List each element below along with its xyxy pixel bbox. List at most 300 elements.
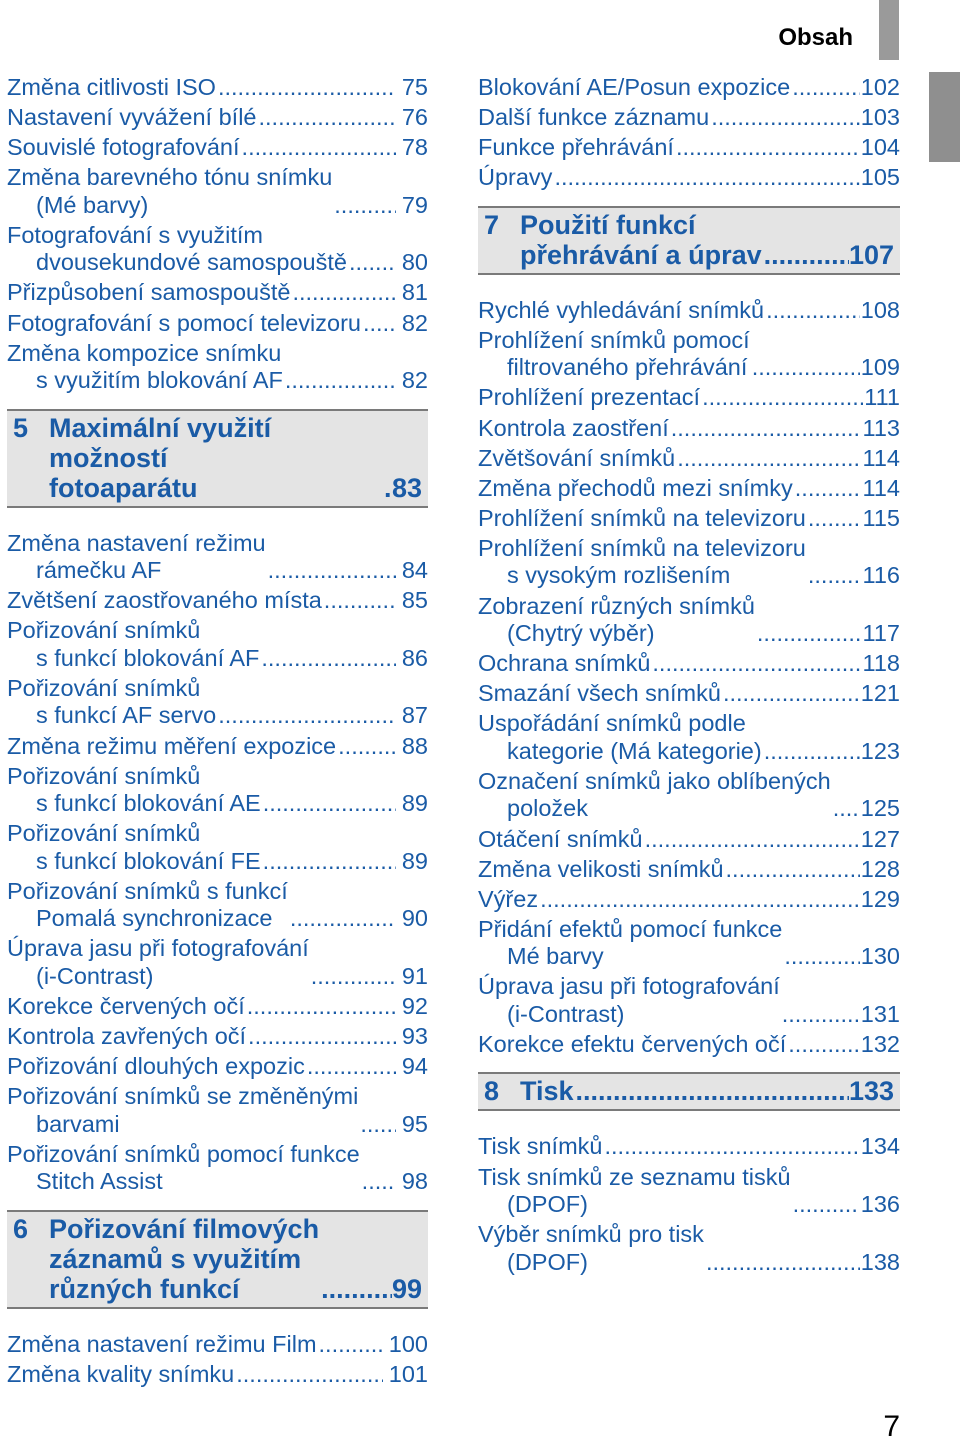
toc-entry-line: (i-Contrast) [507,1000,625,1027]
chapter-page-number: 107 [848,239,894,270]
leader-dots [321,1274,392,1304]
toc-page-number: 100 [388,1330,428,1357]
toc-page-number: 132 [860,1030,900,1057]
leader-dots [576,1076,849,1106]
toc-page-number: 104 [860,134,900,161]
leader-dots [808,505,862,533]
toc-entry-line: Zvětšení zaostřovaného místa [7,587,322,614]
toc-entry-line: Změna nastavení režimu [7,529,266,556]
toc-entry-line: Blokování AE/Posun expozice [478,74,791,100]
toc-entry-line: barvami [36,1110,120,1137]
page-number: 7 [883,1410,900,1443]
toc-page-number: 78 [401,134,428,161]
toc-page-number: 127 [860,825,900,852]
toc-entry[interactable] [7,74,428,102]
toc-entry-title [7,164,332,219]
toc-page-number: 116 [862,562,900,589]
leader-dots [319,1331,383,1359]
toc-entry-line: Tisk snímků [478,1133,603,1160]
toc-entry-line: Přidání efektů pomocí funkce [478,915,783,942]
chapter-title [520,210,762,270]
toc-page-number: 93 [401,1023,428,1050]
toc-entry[interactable] [7,878,428,933]
toc-page-number: 115 [862,504,900,531]
leader-dots [671,415,862,443]
toc-entry-title [7,733,336,761]
toc-entry-title [478,415,669,443]
leader-dots [263,790,396,818]
toc-entry-title [7,279,290,307]
toc-entry-line: rámečku AF [36,557,162,584]
leader-dots [726,856,860,884]
toc-entry-line: Pořizování snímků [7,762,201,789]
leader-dots [808,562,862,590]
toc-page-number: 87 [401,702,428,729]
toc-page-number: 85 [401,587,428,614]
toc-entry-line: Rychlé vyhledávání snímků [478,296,765,323]
toc-entry-title [478,973,780,1028]
toc-page-number: 118 [862,650,900,677]
toc-page-number: 84 [401,557,428,584]
leader-dots [290,905,396,933]
toc-entry-title [7,530,266,585]
toc-entry-line: Pořizování snímků se změněnými [7,1083,359,1110]
toc-entry-line: Korekce efektu červených očí [478,1030,787,1057]
chapter-title-line: různých funkcí [49,1273,240,1304]
toc-entry-line: Změna citlivosti ISO [7,74,216,100]
toc-column-right [478,74,900,1279]
leader-dots [261,645,395,673]
toc-entry-line: Změna velikosti snímků [478,855,724,882]
toc-page-number: 125 [860,795,900,822]
leader-dots [604,1133,859,1161]
toc-page-number: 102 [860,74,900,100]
toc-entry-title [478,1031,786,1059]
toc-page-number: 128 [860,855,900,882]
toc-entry[interactable] [7,1331,428,1359]
toc-entry-line: Tisk snímků ze seznamu tisků [478,1163,791,1190]
toc-page-number: 103 [860,104,900,131]
toc-entry-title [478,856,724,884]
toc-entry-title [7,310,361,338]
toc-page-number: 108 [860,296,900,323]
toc-page-number: 81 [401,279,428,306]
leader-dots [285,367,396,395]
toc-entry[interactable] [7,733,428,761]
toc-page-number: 95 [401,1110,428,1137]
leader-dots [752,354,860,382]
toc-entry[interactable] [478,650,900,678]
toc-entry-title [478,916,782,971]
toc-entry-line: Pořizování snímků s funkcí [7,877,288,904]
toc-entry-title [478,475,793,503]
leader-dots [360,1111,396,1139]
chapter-title-line: záznamů s využitím [49,1243,302,1274]
toc-entry-line: Fotografování s využitím [7,221,263,248]
toc-entry-title [7,1361,234,1389]
leader-dots [247,993,396,1021]
toc-page-number: 80 [401,249,428,276]
section-tab-marker [879,0,899,60]
toc-entry[interactable] [7,617,428,672]
toc-entry[interactable] [7,935,428,990]
toc-entry[interactable] [478,164,900,192]
chapter-title [49,1214,319,1304]
toc-entry-line: Pořizování snímků [7,820,201,847]
toc-entry-title [478,886,538,914]
toc-page-number: 114 [862,444,900,471]
leader-dots [236,1361,383,1389]
toc-page-number: 136 [860,1191,900,1218]
toc-entry-line: Změna kvality snímku [7,1360,235,1387]
leader-dots [782,1001,860,1029]
toc-page-number: 121 [860,680,900,707]
toc-entry-line: Změna přechodů mezi snímky [478,474,793,501]
toc-entry-line: Stitch Assist [36,1168,163,1195]
toc-entry[interactable] [478,74,900,102]
toc-entry-line: položek [507,795,588,822]
toc-entry-title [478,297,764,325]
toc-entry-line: Změna nastavení režimu Film [7,1330,317,1357]
leader-dots [292,279,395,307]
leader-dots [788,1031,860,1059]
toc-entry-line: (DPOF) [507,1248,588,1275]
toc-entry-line: Pořizování dlouhých expozic [7,1053,305,1080]
toc-entry-line: Ochrana snímků [478,650,651,677]
toc-entry-line: s funkcí blokování FE [36,847,261,874]
toc-page-number: 89 [401,847,428,874]
toc-entry[interactable] [478,1133,900,1161]
toc-page-number: 129 [860,885,900,912]
toc-entry[interactable] [7,530,428,585]
toc-entry[interactable] [7,820,428,875]
leader-dots [676,134,860,162]
chapter-title-line: Maximální využití možností [49,412,272,473]
toc-entry-title [478,1164,791,1219]
toc-entry-line: Změna barevného tónu snímku [7,164,333,191]
toc-page-number: 113 [862,414,900,441]
toc-page-number: 89 [401,790,428,817]
toc-entry-title [7,1331,317,1359]
leader-dots [218,702,396,730]
toc-page-number: 101 [388,1360,428,1387]
toc-entry[interactable] [7,675,428,730]
toc-entry-title [478,104,709,132]
toc-entry-line: Úprava jasu při fotografování [7,935,309,962]
toc-entry-line: (Chytrý výběr) [507,620,655,647]
leader-dots [723,680,860,708]
toc-entry[interactable] [478,916,900,971]
leader-dots [833,795,860,823]
chapter-page-number: 83 [391,472,422,503]
toc-page-number: 105 [860,164,900,191]
toc-page-number: 76 [401,104,428,131]
toc-entry[interactable] [7,104,428,132]
leader-dots [645,826,860,854]
toc-entry[interactable] [478,768,900,823]
toc-entry-title [478,505,806,533]
toc-column-left [7,74,428,1391]
toc-entry[interactable] [478,710,900,765]
toc-entry-title [7,74,216,102]
toc-entry-line: s funkcí blokování AF [36,644,260,671]
toc-entry-title [478,1133,602,1161]
toc-entry-line: Pořizování snímků [7,617,201,644]
toc-entry-title [7,878,288,933]
toc-entry-title [478,680,721,708]
toc-entry[interactable] [478,415,900,443]
toc-entry[interactable] [478,327,900,382]
toc-entry-line: Prohlížení prezentací [478,384,701,411]
toc-page-number: 88 [401,732,428,759]
toc-entry-title [7,1141,360,1196]
leader-dots [242,134,396,162]
toc-entry-line: Uspořádání snímků podle [478,710,746,737]
leader-dots [268,557,396,585]
toc-entry-title [478,445,675,473]
toc-entry-line: dvousekundové samospouště [36,249,347,276]
toc-page-number: 111 [864,384,900,411]
leader-dots [384,473,392,503]
leader-dots [349,249,396,277]
toc-entry-title [7,617,259,672]
toc-page-number: 79 [401,191,428,218]
toc-entry[interactable] [478,856,900,884]
leader-dots [793,1191,860,1219]
toc-entry[interactable] [478,1164,900,1219]
toc-entry[interactable] [478,505,900,533]
toc-page-number: 75 [401,74,428,100]
toc-entry[interactable] [478,384,900,412]
toc-entry[interactable] [478,475,900,503]
chapter-heading[interactable] [7,409,428,508]
toc-entry-title [478,650,650,678]
toc-page-number: 134 [860,1133,900,1160]
toc-page-number: 91 [401,962,428,989]
leader-dots [248,1023,396,1051]
leader-dots [263,848,396,876]
toc-entry-title [7,222,347,277]
toc-entry[interactable] [478,104,900,132]
leader-dots [784,943,859,971]
page-header-title: Obsah [778,24,853,51]
toc-entry-title [478,535,806,590]
toc-entry-title [478,1221,704,1276]
toc-entry[interactable] [7,279,428,307]
toc-page-number: 82 [401,309,428,336]
toc-entry[interactable] [478,445,900,473]
toc-page-number: 86 [401,644,428,671]
leader-dots [766,297,860,325]
toc-page-number: 90 [401,905,428,932]
toc-entry-line: Prohlížení snímků pomocí [478,326,750,353]
toc-entry[interactable] [7,1083,428,1138]
leader-dots [764,240,849,270]
toc-entry[interactable] [478,535,900,590]
leader-dots [554,164,859,192]
toc-entry-line: Kontrola zavřených očí [7,1023,247,1050]
toc-entry[interactable] [478,593,900,648]
chapter-page-number: 99 [391,1273,422,1304]
toc-entry-line: s vysokým rozlišením [507,562,731,589]
toc-page-number: 114 [862,474,900,501]
toc-entry-line: Výběr snímků pro tisk [478,1221,704,1248]
toc-entry-title [7,587,322,615]
toc-page-number: 123 [860,737,900,764]
toc-entry-title [478,164,552,192]
toc-entry-line: Zvětšování snímků [478,444,676,471]
leader-dots [757,620,862,648]
toc-entry-title [478,327,750,382]
toc-entry-title [478,768,831,823]
toc-entry[interactable] [478,1031,900,1059]
toc-page-number: 94 [401,1053,428,1080]
toc-entry[interactable] [478,886,900,914]
leader-dots [677,445,861,473]
chapter-title [520,1076,574,1106]
toc-entry[interactable] [7,310,428,338]
toc-entry-line: (DPOF) [507,1191,588,1218]
toc-entry[interactable] [478,973,900,1028]
leader-dots [706,1249,860,1277]
leader-dots [218,74,396,102]
toc-entry-line: Kontrola zaostření [478,414,669,441]
toc-entry-line: Další funkce záznamu [478,104,710,131]
toc-entry[interactable] [7,164,428,219]
chapter-title-line: Tisk [520,1076,574,1107]
toc-entry-line: Fotografování s pomocí televizoru [7,309,361,336]
toc-entry-line: Pořizování snímků [7,674,201,701]
toc-entry[interactable] [478,297,900,325]
thumb-index-tab [929,72,960,162]
toc-entry-line: s funkcí AF servo [36,702,217,729]
toc-entry[interactable] [7,1053,428,1081]
leader-dots [311,963,396,991]
toc-entry-line: Úprava jasu při fotografování [478,973,780,1000]
chapter-title [49,413,382,503]
leader-dots [363,310,396,338]
toc-entry-line: Funkce přehrávání [478,134,674,161]
toc-entry-line: Změna režimu měření expozice [7,732,337,759]
toc-entry[interactable] [478,826,900,854]
toc-entry-line: (i-Contrast) [36,962,154,989]
toc-entry-line: Otáčení snímků [478,825,643,852]
toc-entry[interactable] [7,1023,428,1051]
toc-entry-title [7,1083,358,1138]
toc-entry-line: Úpravy [478,164,553,191]
toc-entry-line: Prohlížení snímků na televizoru [478,504,806,531]
leader-dots [764,738,860,766]
toc-entry-title [7,1053,305,1081]
chapter-number: 5 [13,412,29,443]
toc-page-number: 92 [401,993,428,1019]
toc-entry-title [7,1023,246,1051]
toc-entry-line: Označení snímků jako oblíbených [478,767,831,794]
toc-entry[interactable] [7,763,428,818]
leader-dots [652,650,861,678]
toc-entry-line: Přizpůsobení samospouště [7,279,291,306]
toc-entry[interactable] [7,1361,428,1389]
toc-entry[interactable] [7,134,428,162]
toc-entry[interactable] [478,134,900,162]
chapter-title-line: Použití funkcí [520,209,696,240]
toc-page-number: 130 [860,943,900,970]
toc-entry-title [7,340,283,395]
chapter-heading[interactable] [478,1072,900,1111]
toc-entry-line: Souvislé fotografování [7,134,240,161]
leader-dots [362,1168,396,1196]
toc-entry[interactable] [478,680,900,708]
toc-entry[interactable] [478,1221,900,1276]
toc-entry-line: Smazání všech snímků [478,680,721,707]
toc-entry-line: s využitím blokování AF [36,367,283,394]
toc-entry-line: (Mé barvy) [36,191,149,218]
leader-dots [334,192,396,220]
leader-dots [702,384,863,412]
toc-entry-title [7,134,240,162]
toc-entry-line: filtrovaného přehrávání [507,354,748,381]
chapter-title-line: Pořizování filmových [49,1213,320,1244]
chapter-title-line: fotoaparátu [49,472,198,503]
toc-entry-title [478,384,700,412]
toc-entry-line: kategorie (Má kategorie) [507,737,762,764]
toc-page-number: 109 [860,354,900,381]
toc-entry-line: Změna kompozice snímku [7,339,282,366]
chapter-heading[interactable] [478,206,900,275]
toc-entry-title [478,710,762,765]
toc-entry-line: Nastavení vyvážení bílé [7,104,257,131]
toc-entry-title [7,763,261,818]
toc-entry-line: Mé barvy [507,943,604,970]
toc-entry-line: Pomalá synchronizace [36,905,273,932]
toc-entry[interactable] [7,1141,428,1196]
chapter-number: 6 [13,1213,29,1244]
chapter-number: 7 [484,209,500,240]
toc-entry[interactable] [7,222,428,277]
chapter-page-number: 133 [848,1076,894,1107]
toc-entry-title [7,935,309,990]
toc-entry[interactable] [7,587,428,615]
leader-dots [540,886,860,914]
leader-dots [338,733,396,761]
toc-page-number: 138 [860,1248,900,1275]
toc-page-number: 98 [401,1168,428,1195]
toc-entry-title [478,134,674,162]
toc-entry[interactable] [7,993,428,1021]
toc-entry-title [7,820,261,875]
toc-entry-title [478,826,643,854]
toc-entry-title [478,593,755,648]
toc-entry[interactable] [7,340,428,395]
toc-entry-line: Korekce červených očí [7,993,245,1019]
leader-dots [259,104,396,132]
leader-dots [307,1053,396,1081]
chapter-title-line: přehrávání a úprav [520,239,762,270]
toc-entry-title [7,104,257,132]
toc-entry-title [478,74,790,102]
leader-dots [324,587,396,615]
toc-entry-line: Pořizování snímků pomocí funkce [7,1140,360,1167]
toc-page-number: 117 [862,620,900,647]
toc-page-number: 82 [401,367,428,394]
chapter-heading[interactable] [7,1210,428,1309]
toc-entry-line: s funkcí blokování AE [36,790,261,817]
toc-entry-title [7,993,245,1021]
toc-entry-line: Zobrazení různých snímků [478,592,755,619]
chapter-number: 8 [484,1076,500,1107]
toc-entry-line: Výřez [478,885,539,912]
toc-page-number: 131 [860,1000,900,1027]
